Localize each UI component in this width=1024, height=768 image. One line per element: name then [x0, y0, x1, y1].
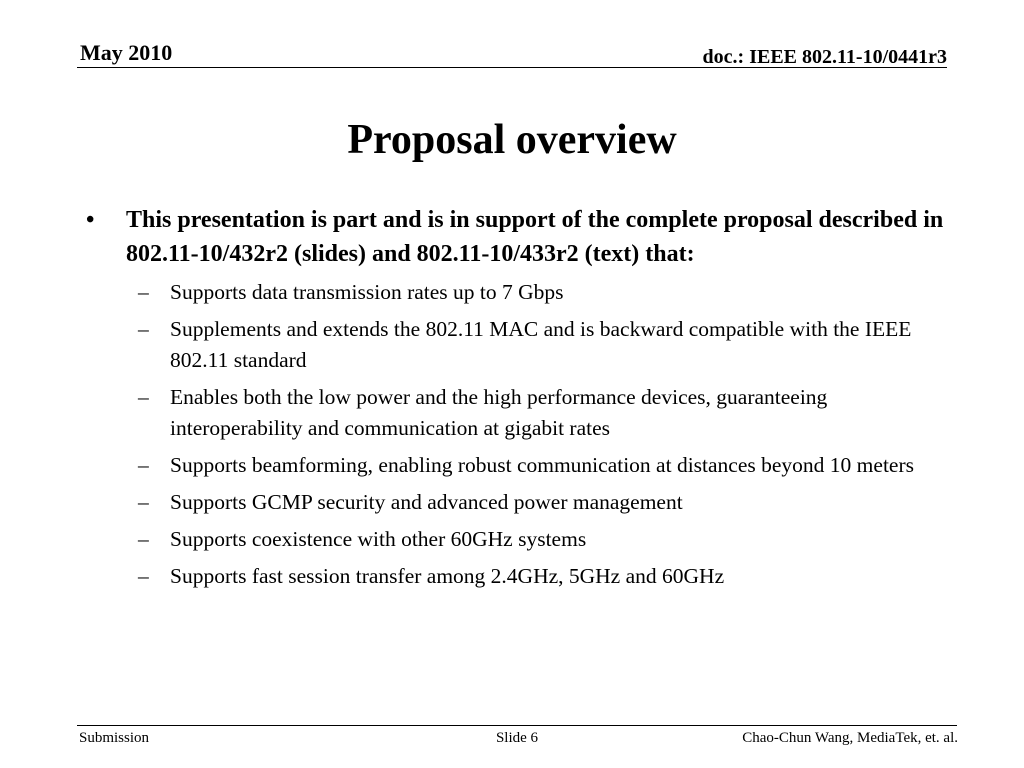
sub-bullet-text: Supports fast session transfer among 2.4GHz, 5GHz and 60GHz	[170, 564, 725, 588]
sub-bullet-text: Supports data transmission rates up to 7 Gbps	[170, 280, 564, 304]
dash-marker: –	[138, 490, 149, 514]
dash-marker: –	[138, 527, 149, 551]
sub-bullet-item	[86, 450, 948, 481]
header-divider	[77, 67, 947, 68]
footer-authors: Chao-Chun Wang, MediaTek, et. al.	[742, 730, 958, 746]
sub-bullet-item	[86, 314, 948, 376]
dash-marker: –	[138, 385, 149, 409]
sub-bullet-item	[86, 277, 948, 308]
footer-submission: Submission	[79, 730, 150, 746]
sub-bullet-text: Supports beamforming, enabling robust communication at distances beyond 10 meters	[170, 453, 914, 477]
dash-marker: –	[138, 280, 149, 304]
dash-marker: –	[138, 453, 149, 477]
main-bullet-text: This presentation is part and is in support of the complete proposal described in 802.11-10/432r2 (slides) and 802.11-10/433r2 (text) that:	[126, 207, 944, 267]
slide-title: Proposal overview	[347, 117, 677, 163]
sub-bullet-list	[86, 277, 948, 592]
main-bullet	[86, 203, 948, 271]
sub-bullet-item	[86, 487, 948, 518]
dash-marker: –	[138, 564, 149, 588]
dash-marker: –	[138, 317, 149, 341]
sub-bullet-text: Enables both the low power and the high performance devices, guaranteeing interoperability and communication at gigabit rates	[170, 385, 828, 440]
header-doc-id: doc.: IEEE 802.11-10/0441r3	[702, 46, 947, 68]
header-date: May 2010	[80, 40, 173, 65]
sub-bullet-text: Supplements and extends the 802.11 MAC and is backward compatible with the IEEE 802.11 standard	[170, 317, 912, 372]
sub-bullet-text: Supports GCMP security and advanced power management	[170, 490, 683, 514]
footer-divider	[77, 725, 957, 726]
slide-body	[86, 203, 948, 598]
sub-bullet-text: Supports coexistence with other 60GHz systems	[170, 527, 587, 551]
sub-bullet-item	[86, 524, 948, 555]
sub-bullet-item	[86, 382, 948, 444]
footer-slide-number: Slide 6	[495, 730, 539, 746]
bullet-marker: •	[86, 207, 95, 233]
sub-bullet-item	[86, 561, 948, 592]
